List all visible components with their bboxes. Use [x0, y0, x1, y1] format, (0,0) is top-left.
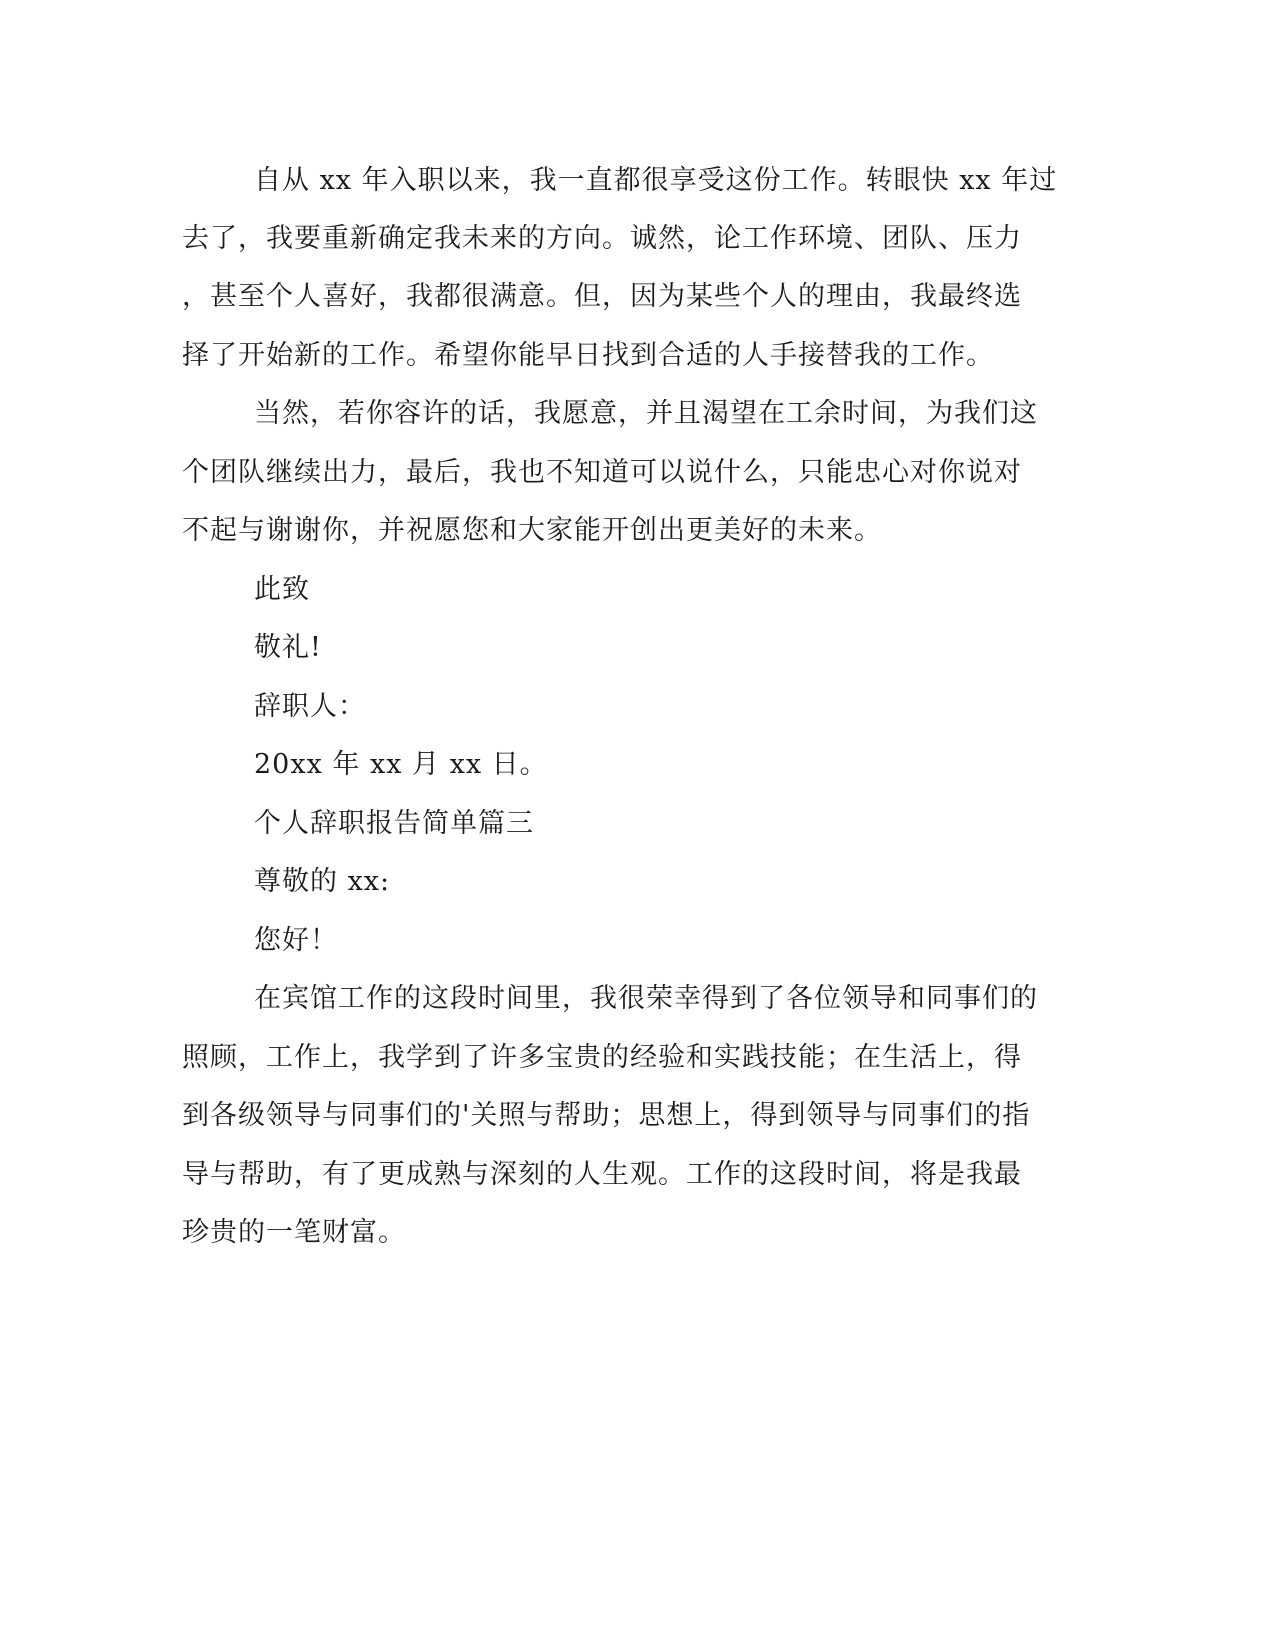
paragraph-2-line-1: 当然，若你容许的话，我愿意，并且渴望在工余时间，为我们这: [254, 398, 1038, 429]
paragraph-3-line-1: 在宾馆工作的这段时间里，我很荣幸得到了各位领导和同事们的: [254, 983, 1038, 1014]
paragraph-3-line-2: 照顾，工作上，我学到了许多宝贵的经验和实践技能；在生活上，得: [182, 1042, 1022, 1073]
section-title: 个人辞职报告简单篇三: [254, 808, 534, 839]
paragraph-1-line-1: 自从 xx 年入职以来，我一直都很享受这份工作。转眼快 xx 年过: [254, 165, 1058, 196]
paragraph-1-line-3: ，甚至个人喜好，我都很满意。但，因为某些个人的理由，我最终选: [182, 281, 1022, 312]
closing-line: 此致: [254, 574, 310, 605]
paragraph-3-line-3: 到各级领导与同事们的'关照与帮助；思想上，得到领导与同事们的指: [182, 1100, 1031, 1131]
greeting: 您好！: [254, 925, 338, 956]
date-line: 20xx 年 xx 月 xx 日。: [254, 749, 548, 780]
paragraph-1-line-4: 择了开始新的工作。希望你能早日找到合适的人手接替我的工作。: [182, 340, 994, 371]
paragraph-2-line-2: 个团队继续出力，最后，我也不知道可以说什么，只能忠心对你说对: [182, 457, 1022, 488]
regards-line: 敬礼!: [254, 632, 322, 663]
paragraph-1-line-2: 去了，我要重新确定我未来的方向。诚然，论工作环境、团队、压力: [182, 223, 1022, 254]
salutation: 尊敬的 xx:: [254, 866, 391, 897]
paragraph-2-line-3: 不起与谢谢你，并祝愿您和大家能开创出更美好的未来。: [182, 515, 882, 546]
paragraph-3-line-4: 导与帮助，有了更成熟与深刻的人生观。工作的这段时间，将是我最: [182, 1159, 1022, 1190]
paragraph-3-line-5: 珍贵的一笔财富。: [182, 1217, 406, 1248]
signer-label: 辞职人：: [254, 691, 366, 722]
